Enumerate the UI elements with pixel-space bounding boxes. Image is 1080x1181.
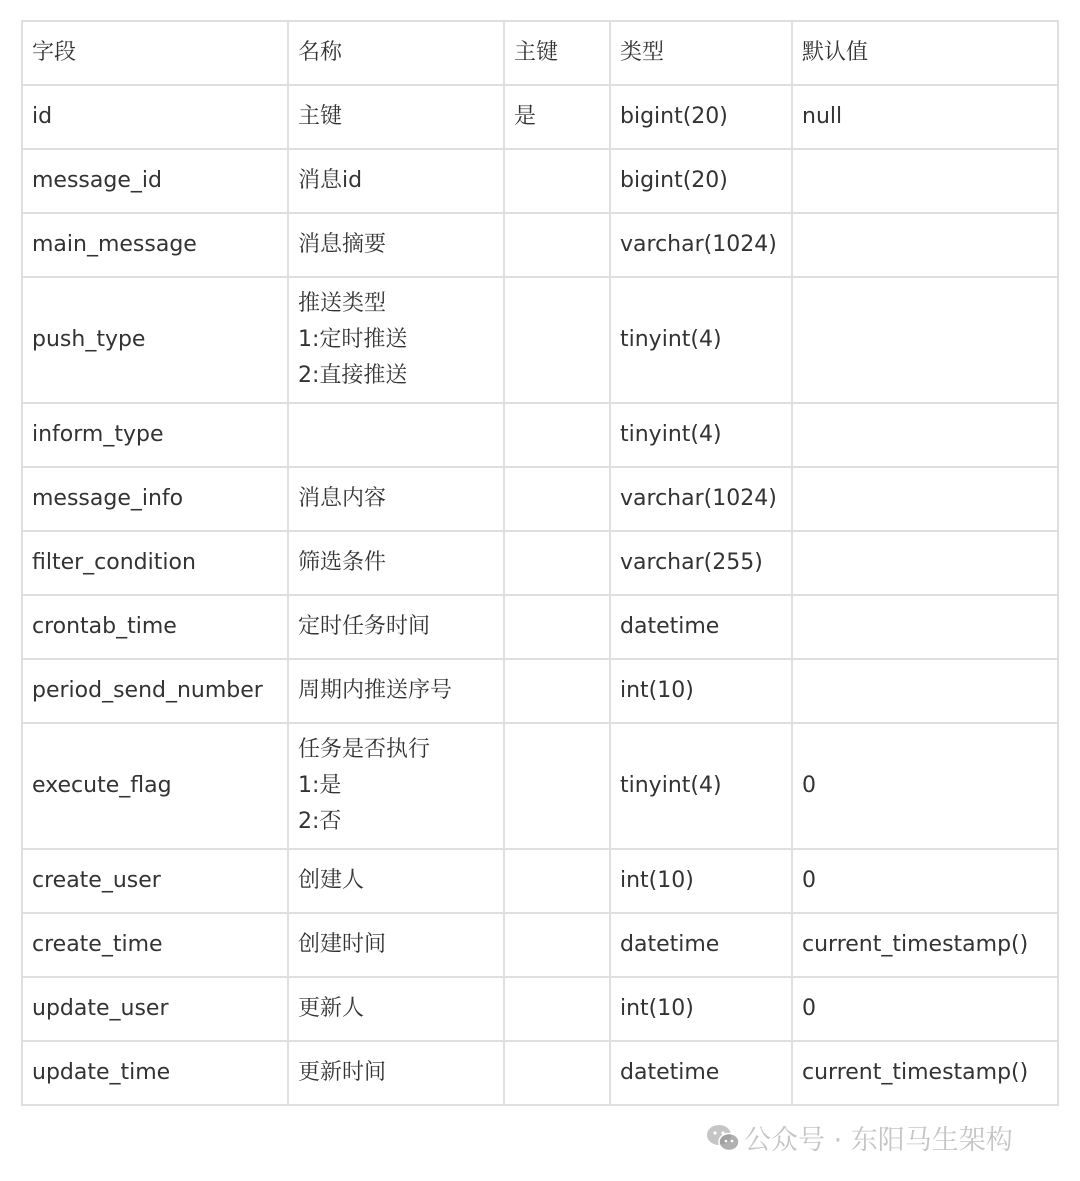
cell-field: message_info (22, 467, 288, 531)
cell-name (288, 659, 504, 723)
cell-name-line: 定时任务时间 (298, 614, 431, 639)
cell-name-line: 1:是 (298, 773, 342, 798)
cell-default (792, 277, 1058, 403)
table-row (22, 403, 1058, 467)
cell-field: id (22, 85, 288, 149)
cell-type: varchar(1024) (610, 213, 792, 277)
header-primary-key: 主键 (504, 21, 610, 85)
cell-name (288, 595, 504, 659)
cell-field: update_user (22, 977, 288, 1041)
cell-type: bigint(20) (610, 85, 792, 149)
cell-primary-key (504, 723, 610, 849)
cell-name (288, 85, 504, 149)
cell-default (792, 213, 1058, 277)
header-row (22, 21, 1058, 85)
cell-primary-key (504, 659, 610, 723)
cell-name (288, 913, 504, 977)
cell-primary-key (504, 149, 610, 213)
cell-type: varchar(1024) (610, 467, 792, 531)
cell-type: tinyint(4) (610, 277, 792, 403)
header-default: 默认值 (792, 21, 1058, 85)
cell-primary-key (504, 403, 610, 467)
cell-type: int(10) (610, 659, 792, 723)
cell-default: current_timestamp() (792, 1041, 1058, 1105)
table-row (22, 913, 1058, 977)
cell-default (792, 595, 1058, 659)
cell-default (792, 149, 1058, 213)
cell-type: varchar(255) (610, 531, 792, 595)
cell-name (288, 467, 504, 531)
cell-type: int(10) (610, 849, 792, 913)
cell-field: message_id (22, 149, 288, 213)
cell-name (288, 1041, 504, 1105)
cell-primary-key (504, 277, 610, 403)
cell-primary-key (504, 977, 610, 1041)
cell-primary-key (504, 849, 610, 913)
cell-type: bigint(20) (610, 149, 792, 213)
cell-name (288, 149, 504, 213)
schema-table (21, 20, 1059, 1106)
table-row (22, 659, 1058, 723)
cell-field: filter_condition (22, 531, 288, 595)
cell-field: push_type (22, 277, 288, 403)
watermark (706, 1118, 1013, 1157)
cell-primary-key (504, 1041, 610, 1105)
table-row (22, 595, 1058, 659)
table-row (22, 149, 1058, 213)
cell-name-line: 更新人 (298, 996, 365, 1021)
cell-name-line: 消息摘要 (298, 232, 387, 257)
cell-name (288, 403, 504, 467)
cell-name (288, 531, 504, 595)
cell-name (288, 849, 504, 913)
cell-type: tinyint(4) (610, 723, 792, 849)
table-body (22, 85, 1058, 1105)
cell-type: datetime (610, 1041, 792, 1105)
cell-field: create_user (22, 849, 288, 913)
table-row (22, 531, 1058, 595)
cell-field: inform_type (22, 403, 288, 467)
cell-name (288, 213, 504, 277)
watermark-text: 公众号 · 东阳马生架构 (744, 1125, 1013, 1156)
table-row (22, 213, 1058, 277)
cell-field: main_message (22, 213, 288, 277)
cell-name-line: 2:否 (298, 809, 342, 834)
cell-name-line: 1:定时推送 (298, 327, 408, 352)
table-row (22, 467, 1058, 531)
cell-default (792, 467, 1058, 531)
cell-name (288, 277, 504, 403)
table-row (22, 723, 1058, 849)
cell-primary-key (504, 467, 610, 531)
cell-primary-key: 是 (504, 85, 610, 149)
cell-type: datetime (610, 913, 792, 977)
cell-name-line: 任务是否执行 (298, 737, 431, 762)
cell-name-line: 更新时间 (298, 1060, 387, 1085)
cell-name-line: 消息id (298, 168, 363, 193)
cell-default: 0 (792, 849, 1058, 913)
header-type: 类型 (610, 21, 792, 85)
cell-type: int(10) (610, 977, 792, 1041)
wechat-icon (706, 1123, 740, 1153)
cell-default: 0 (792, 723, 1058, 849)
cell-field: update_time (22, 1041, 288, 1105)
cell-default: current_timestamp() (792, 913, 1058, 977)
table-row (22, 849, 1058, 913)
cell-primary-key (504, 531, 610, 595)
cell-primary-key (504, 213, 610, 277)
cell-default (792, 531, 1058, 595)
header-name: 名称 (288, 21, 504, 85)
cell-field: period_send_number (22, 659, 288, 723)
cell-name-line: 2:直接推送 (298, 363, 408, 388)
cell-default: null (792, 85, 1058, 149)
cell-primary-key (504, 913, 610, 977)
header-field: 字段 (22, 21, 288, 85)
cell-name (288, 723, 504, 849)
cell-primary-key (504, 595, 610, 659)
table-row (22, 85, 1058, 149)
cell-name (288, 977, 504, 1041)
cell-default: 0 (792, 977, 1058, 1041)
cell-name-line: 周期内推送序号 (298, 678, 453, 703)
cell-field: create_time (22, 913, 288, 977)
cell-name-line: 筛选条件 (298, 550, 387, 575)
cell-default (792, 403, 1058, 467)
cell-name-line: 创建人 (298, 868, 365, 893)
cell-type: tinyint(4) (610, 403, 792, 467)
table-row (22, 1041, 1058, 1105)
cell-name-line: 消息内容 (298, 486, 387, 511)
table-row (22, 277, 1058, 403)
cell-field: crontab_time (22, 595, 288, 659)
cell-field: execute_flag (22, 723, 288, 849)
cell-name-line: 推送类型 (298, 291, 387, 316)
cell-name-line: 主键 (298, 104, 343, 129)
cell-default (792, 659, 1058, 723)
cell-type: datetime (610, 595, 792, 659)
cell-name-line: 创建时间 (298, 932, 387, 957)
table-row (22, 977, 1058, 1041)
